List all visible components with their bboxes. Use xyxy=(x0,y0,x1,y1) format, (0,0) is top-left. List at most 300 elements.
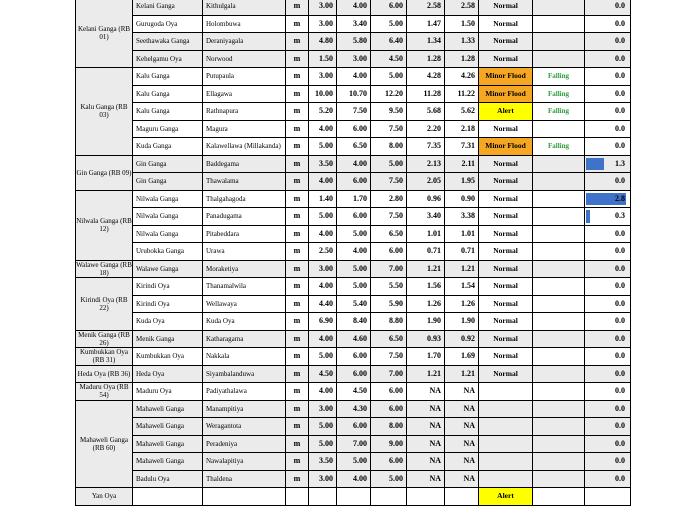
table-row xyxy=(76,365,677,383)
minor-flood-level-cell: 1.70 xyxy=(337,190,371,208)
station-cell: Manampitiya xyxy=(203,400,286,418)
alert-level-cell: 4.50 xyxy=(309,365,337,383)
major-flood-level-cell: 6.00 xyxy=(371,400,407,418)
river-cell: Kalu Ganga xyxy=(133,68,203,86)
rainfall-value: 0.0 xyxy=(615,298,625,308)
status-badge: Alert xyxy=(479,488,533,506)
station-cell xyxy=(203,488,286,506)
table-row xyxy=(76,173,677,191)
station-cell: Weragantota xyxy=(203,418,286,436)
station-cell: Thalgahagoda xyxy=(203,190,286,208)
status-badge: Normal xyxy=(479,0,533,15)
major-flood-level-cell: 5.00 xyxy=(371,15,407,33)
table-row xyxy=(76,383,677,401)
alert-level-cell: 2.50 xyxy=(309,243,337,261)
rainfall-value: 0.0 xyxy=(615,281,625,291)
status-badge: Normal xyxy=(479,225,533,243)
minor-flood-level-cell: 4.60 xyxy=(337,330,371,348)
previous-level-cell: 11.28 xyxy=(407,85,445,103)
alert-level-cell: 4.00 xyxy=(309,278,337,296)
station-cell: Putupaula xyxy=(203,68,286,86)
unit-cell: m xyxy=(286,278,309,296)
rainfall-cell xyxy=(585,365,631,383)
previous-level-cell: 2.20 xyxy=(407,120,445,138)
unit-cell: m xyxy=(286,15,309,33)
trend-cell xyxy=(533,0,585,15)
station-cell: Rathnapura xyxy=(203,103,286,121)
current-level-cell: 11.22 xyxy=(445,85,479,103)
rainfall-value: 0.0 xyxy=(615,438,625,448)
minor-flood-level-cell: 6.50 xyxy=(337,138,371,156)
station-cell: Peradeniya xyxy=(203,435,286,453)
minor-flood-level-cell: 4.00 xyxy=(337,155,371,173)
rainfall-value: 0.0 xyxy=(615,421,625,431)
current-level-cell: 1.95 xyxy=(445,173,479,191)
minor-flood-level-cell: 4.00 xyxy=(337,243,371,261)
rainfall-value: 0.0 xyxy=(615,403,625,413)
major-flood-level-cell: 8.00 xyxy=(371,418,407,436)
alert-level-cell: 3.50 xyxy=(309,453,337,471)
table-row xyxy=(76,453,677,471)
unit-cell: m xyxy=(286,400,309,418)
minor-flood-level-cell: 4.30 xyxy=(337,400,371,418)
major-flood-level-cell: 8.80 xyxy=(371,313,407,331)
unit-cell: m xyxy=(286,348,309,366)
rainfall-value: 0.0 xyxy=(615,1,625,11)
current-level-cell: 0.92 xyxy=(445,330,479,348)
rainfall-value: 0.0 xyxy=(615,333,625,343)
river-cell: Urubokka Ganga xyxy=(133,243,203,261)
current-level-cell: 1.54 xyxy=(445,278,479,296)
unit-cell: m xyxy=(286,330,309,348)
previous-level-cell: 1.28 xyxy=(407,50,445,68)
minor-flood-level-cell: 3.00 xyxy=(337,50,371,68)
trend-cell xyxy=(533,400,585,418)
river-cell: Kehelgamu Oya xyxy=(133,50,203,68)
alert-level-cell: 3.00 xyxy=(309,15,337,33)
unit-cell: m xyxy=(286,313,309,331)
previous-level-cell: NA xyxy=(407,453,445,471)
current-level-cell: NA xyxy=(445,435,479,453)
rainfall-value: 0.0 xyxy=(615,456,625,466)
station-cell: Thanamalwila xyxy=(203,278,286,296)
minor-flood-level-cell: 5.00 xyxy=(337,278,371,296)
river-cell: Gurugoda Oya xyxy=(133,15,203,33)
basin-cell: Kalu Ganga (RB 03) xyxy=(76,68,133,156)
table-row xyxy=(76,50,677,68)
station-cell: Panadugama xyxy=(203,208,286,226)
status-badge xyxy=(479,418,533,436)
river-level-table xyxy=(75,0,677,506)
current-level-cell: 2.11 xyxy=(445,155,479,173)
major-flood-level-cell: 7.50 xyxy=(371,208,407,226)
rainfall-value: 0.0 xyxy=(615,141,625,151)
previous-level-cell: 1.21 xyxy=(407,365,445,383)
previous-level-cell: 1.47 xyxy=(407,15,445,33)
trend-cell xyxy=(533,348,585,366)
station-cell: Urawa xyxy=(203,243,286,261)
status-badge: Normal xyxy=(479,348,533,366)
minor-flood-level-cell: 4.00 xyxy=(337,68,371,86)
rainfall-cell xyxy=(585,295,631,313)
trend-cell: Falling xyxy=(533,103,585,121)
station-cell: Pitabeddara xyxy=(203,225,286,243)
rainfall-cell xyxy=(585,418,631,436)
river-cell: Kirindi Oya xyxy=(133,295,203,313)
trend-cell xyxy=(533,383,585,401)
table-row xyxy=(76,15,677,33)
unit-cell: m xyxy=(286,68,309,86)
major-flood-level-cell: 7.00 xyxy=(371,365,407,383)
major-flood-level-cell: 9.50 xyxy=(371,103,407,121)
alert-level-cell: 1.40 xyxy=(309,190,337,208)
status-badge: Normal xyxy=(479,120,533,138)
river-cell: Kelani Ganga xyxy=(133,0,203,15)
minor-flood-level-cell: 5.00 xyxy=(337,453,371,471)
trend-cell xyxy=(533,120,585,138)
status-badge: Normal xyxy=(479,50,533,68)
river-cell: Kalu Ganga xyxy=(133,103,203,121)
minor-flood-level-cell: 6.00 xyxy=(337,365,371,383)
rainfall-cell xyxy=(585,383,631,401)
rainfall-value: 0.0 xyxy=(615,106,625,116)
previous-level-cell: NA xyxy=(407,418,445,436)
unit-cell: m xyxy=(286,103,309,121)
current-level-cell: NA xyxy=(445,470,479,488)
status-badge: Normal xyxy=(479,295,533,313)
rainfall-cell xyxy=(585,330,631,348)
river-cell: Kuda Oya xyxy=(133,313,203,331)
previous-level-cell: 1.01 xyxy=(407,225,445,243)
river-cell: Gin Ganga xyxy=(133,173,203,191)
rainfall-cell xyxy=(585,15,631,33)
status-badge: Normal xyxy=(479,155,533,173)
unit-cell: m xyxy=(286,0,309,15)
current-level-cell: NA xyxy=(445,418,479,436)
rainfall-cell xyxy=(585,435,631,453)
rainfall-cell xyxy=(585,33,631,51)
table-row xyxy=(76,295,677,313)
basin-cell: Kirindi Oya (RB 22) xyxy=(76,278,133,331)
trend-cell xyxy=(533,278,585,296)
major-flood-level-cell: 7.00 xyxy=(371,260,407,278)
status-badge: Minor Flood xyxy=(479,68,533,86)
major-flood-level-cell: 5.00 xyxy=(371,155,407,173)
current-level-cell: NA xyxy=(445,453,479,471)
table-body xyxy=(76,0,677,505)
minor-flood-level-cell: 6.00 xyxy=(337,418,371,436)
station-cell: Magura xyxy=(203,120,286,138)
minor-flood-level-cell: 10.70 xyxy=(337,85,371,103)
status-badge xyxy=(479,453,533,471)
rainfall-value: 0.0 xyxy=(615,88,625,98)
trend-cell xyxy=(533,313,585,331)
trend-cell xyxy=(533,418,585,436)
current-level-cell: 1.21 xyxy=(445,260,479,278)
current-level-cell: 0.71 xyxy=(445,243,479,261)
minor-flood-level-cell: 4.50 xyxy=(337,383,371,401)
unit-cell: m xyxy=(286,295,309,313)
previous-level-cell: 4.28 xyxy=(407,68,445,86)
station-cell: Nawalapitiya xyxy=(203,453,286,471)
station-cell: Wellawaya xyxy=(203,295,286,313)
minor-flood-level-cell: 6.00 xyxy=(337,208,371,226)
alert-level-cell: 4.00 xyxy=(309,173,337,191)
major-flood-level-cell: 9.00 xyxy=(371,435,407,453)
alert-level-cell: 3.00 xyxy=(309,68,337,86)
major-flood-level-cell: 7.50 xyxy=(371,120,407,138)
major-flood-level-cell: 5.00 xyxy=(371,68,407,86)
river-cell: Heda Oya xyxy=(133,365,203,383)
status-badge: Normal xyxy=(479,278,533,296)
status-badge: Normal xyxy=(479,313,533,331)
alert-level-cell: 1.50 xyxy=(309,50,337,68)
basin-cell: Walawe Ganga (RB 18) xyxy=(76,260,132,277)
rainfall-cell xyxy=(585,85,631,103)
river-cell: Maguru Ganga xyxy=(133,120,203,138)
minor-flood-level-cell: 6.00 xyxy=(337,348,371,366)
minor-flood-level-cell: 5.40 xyxy=(337,295,371,313)
current-level-cell: 2.18 xyxy=(445,120,479,138)
previous-level-cell: 1.56 xyxy=(407,278,445,296)
river-cell: Nilwala Ganga xyxy=(133,208,203,226)
rainfall-bar xyxy=(586,158,604,171)
trend-cell xyxy=(533,173,585,191)
unit-cell xyxy=(286,488,309,506)
unit-cell: m xyxy=(286,155,309,173)
status-badge xyxy=(479,383,533,401)
major-flood-level-cell: 6.50 xyxy=(371,225,407,243)
table-row xyxy=(76,278,677,296)
rainfall-value: 0.0 xyxy=(615,473,625,483)
alert-level-cell: 5.00 xyxy=(309,348,337,366)
station-cell: Kithulgala xyxy=(203,0,286,15)
rainfall-cell xyxy=(585,120,631,138)
current-level-cell: 4.26 xyxy=(445,68,479,86)
current-level-cell: 7.31 xyxy=(445,138,479,156)
minor-flood-level-cell: 4.00 xyxy=(337,470,371,488)
previous-level-cell: 7.35 xyxy=(407,138,445,156)
table-row xyxy=(76,418,677,436)
river-cell: Kumbukkan Oya xyxy=(133,348,203,366)
table-row xyxy=(76,348,677,366)
rainfall-value: 0.0 xyxy=(615,263,625,273)
station-cell: Ellagawa xyxy=(203,85,286,103)
rainfall-value: 0.0 xyxy=(615,228,625,238)
river-cell: Maduru Oya xyxy=(133,383,203,401)
trend-cell xyxy=(533,470,585,488)
previous-level-cell: 3.40 xyxy=(407,208,445,226)
station-cell: Padiyathalawa xyxy=(203,383,286,401)
unit-cell: m xyxy=(286,365,309,383)
previous-level-cell: 1.21 xyxy=(407,260,445,278)
unit-cell: m xyxy=(286,243,309,261)
previous-level-cell: 5.68 xyxy=(407,103,445,121)
river-cell: Mahaweli Ganga xyxy=(133,453,203,471)
status-badge: Normal xyxy=(479,15,533,33)
trend-cell xyxy=(533,295,585,313)
rainfall-value: 0.0 xyxy=(615,71,625,81)
trend-cell xyxy=(533,330,585,348)
trend-cell xyxy=(533,365,585,383)
status-badge xyxy=(479,470,533,488)
trend-cell xyxy=(533,260,585,278)
rainfall-cell xyxy=(585,138,631,156)
station-cell: Thaldena xyxy=(203,470,286,488)
rainfall-cell xyxy=(585,0,631,15)
status-badge: Normal xyxy=(479,173,533,191)
unit-cell: m xyxy=(286,120,309,138)
minor-flood-level-cell: 6.00 xyxy=(337,173,371,191)
current-level-cell: 2.58 xyxy=(445,0,479,15)
table-row xyxy=(76,488,677,506)
station-cell: Kalawellawa (Millakanda) xyxy=(203,138,286,156)
minor-flood-level-cell: 5.80 xyxy=(337,33,371,51)
rainfall-cell xyxy=(585,260,631,278)
major-flood-level-cell: 12.20 xyxy=(371,85,407,103)
previous-level-cell: NA xyxy=(407,400,445,418)
table-row xyxy=(76,435,677,453)
previous-level-cell: 1.70 xyxy=(407,348,445,366)
major-flood-level-cell: 6.00 xyxy=(371,453,407,471)
basin-cell: Gin Ganga (RB 09) xyxy=(76,155,133,190)
rainfall-cell xyxy=(585,173,631,191)
rainfall-cell xyxy=(585,243,631,261)
alert-level-cell: 4.00 xyxy=(309,383,337,401)
river-cell: Gin Ganga xyxy=(133,155,203,173)
major-flood-level-cell xyxy=(371,488,407,506)
minor-flood-level-cell xyxy=(337,488,371,506)
rainfall-cell xyxy=(585,453,631,471)
alert-level-cell: 3.00 xyxy=(309,470,337,488)
status-badge xyxy=(479,435,533,453)
basin-cell: Nilwala Ganga (RB 12) xyxy=(76,190,133,260)
status-badge: Minor Flood xyxy=(479,138,533,156)
current-level-cell xyxy=(445,488,479,506)
status-badge: Normal xyxy=(479,260,533,278)
trend-cell xyxy=(533,15,585,33)
basin-cell: Mahaweli Ganga (RB 60) xyxy=(76,400,133,488)
rainfall-cell xyxy=(585,470,631,488)
previous-level-cell: 1.90 xyxy=(407,313,445,331)
river-cell: Mahaweli Ganga xyxy=(133,418,203,436)
current-level-cell: NA xyxy=(445,383,479,401)
rainfall-value: 0.3 xyxy=(615,211,625,221)
rainfall-cell xyxy=(585,103,631,121)
table-row xyxy=(76,400,677,418)
station-cell: Holombuwa xyxy=(203,15,286,33)
trend-cell xyxy=(533,435,585,453)
table-row xyxy=(76,243,677,261)
alert-level-cell: 4.40 xyxy=(309,295,337,313)
previous-level-cell: 0.71 xyxy=(407,243,445,261)
rainfall-value: 0.0 xyxy=(615,176,625,186)
previous-level-cell: 0.96 xyxy=(407,190,445,208)
trend-cell: Falling xyxy=(533,85,585,103)
alert-level-cell: 6.90 xyxy=(309,313,337,331)
station-cell: Norwood xyxy=(203,50,286,68)
minor-flood-level-cell: 7.50 xyxy=(337,103,371,121)
river-cell: Mahaweli Ganga xyxy=(133,400,203,418)
trend-cell xyxy=(533,488,585,506)
river-cell: Kuda Ganga xyxy=(133,138,203,156)
rainfall-bar xyxy=(586,210,590,223)
trend-cell xyxy=(533,208,585,226)
previous-level-cell: 2.13 xyxy=(407,155,445,173)
river-cell: Kalu Ganga xyxy=(133,85,203,103)
unit-cell: m xyxy=(286,33,309,51)
major-flood-level-cell: 6.50 xyxy=(371,330,407,348)
alert-level-cell: 4.00 xyxy=(309,330,337,348)
station-cell: Katharagama xyxy=(203,330,286,348)
current-level-cell: 1.69 xyxy=(445,348,479,366)
status-badge: Normal xyxy=(479,365,533,383)
status-badge: Minor Flood xyxy=(479,85,533,103)
unit-cell: m xyxy=(286,418,309,436)
current-level-cell: 0.90 xyxy=(445,190,479,208)
rainfall-cell xyxy=(585,488,631,506)
rainfall-cell xyxy=(585,190,631,208)
rainfall-value: 0.0 xyxy=(615,123,625,133)
minor-flood-level-cell: 8.40 xyxy=(337,313,371,331)
table-row xyxy=(76,120,677,138)
previous-level-cell: NA xyxy=(407,383,445,401)
major-flood-level-cell: 7.50 xyxy=(371,173,407,191)
table-row xyxy=(76,85,677,103)
current-level-cell: 3.38 xyxy=(445,208,479,226)
river-cell: Kirindi Oya xyxy=(133,278,203,296)
rainfall-cell xyxy=(585,225,631,243)
alert-level-cell: 5.20 xyxy=(309,103,337,121)
river-cell: Mahaweli Ganga xyxy=(133,435,203,453)
rainfall-value: 0.0 xyxy=(615,36,625,46)
previous-level-cell: 1.34 xyxy=(407,33,445,51)
alert-level-cell: 5.00 xyxy=(309,138,337,156)
station-cell: Moraketiya xyxy=(203,260,286,278)
alert-level-cell: 3.00 xyxy=(309,260,337,278)
table-row xyxy=(76,313,677,331)
unit-cell: m xyxy=(286,173,309,191)
rainfall-cell xyxy=(585,400,631,418)
previous-level-cell: 2.58 xyxy=(407,0,445,15)
trend-cell xyxy=(533,33,585,51)
station-cell: Deraniyagala xyxy=(203,33,286,51)
current-level-cell: 1.01 xyxy=(445,225,479,243)
major-flood-level-cell: 2.80 xyxy=(371,190,407,208)
unit-cell: m xyxy=(286,383,309,401)
river-cell xyxy=(133,488,203,506)
rainfall-cell xyxy=(585,68,631,86)
alert-level-cell: 3.00 xyxy=(309,0,337,15)
current-level-cell: 5.62 xyxy=(445,103,479,121)
major-flood-level-cell: 4.50 xyxy=(371,50,407,68)
previous-level-cell: NA xyxy=(407,470,445,488)
major-flood-level-cell: 5.00 xyxy=(371,470,407,488)
basin-cell: Menik Ganga (RB 26) xyxy=(76,330,133,348)
basin-cell: Kumbukkan Oya (RB 31) xyxy=(76,348,133,366)
table-row xyxy=(76,190,677,208)
table-row xyxy=(76,103,677,121)
table-row xyxy=(76,225,677,243)
alert-level-cell: 5.00 xyxy=(309,418,337,436)
alert-level-cell: 3.50 xyxy=(309,155,337,173)
major-flood-level-cell: 6.00 xyxy=(371,243,407,261)
major-flood-level-cell: 5.50 xyxy=(371,278,407,296)
unit-cell: m xyxy=(286,225,309,243)
river-cell: Nilwala Ganga xyxy=(133,190,203,208)
rainfall-cell xyxy=(585,50,631,68)
unit-cell: m xyxy=(286,190,309,208)
